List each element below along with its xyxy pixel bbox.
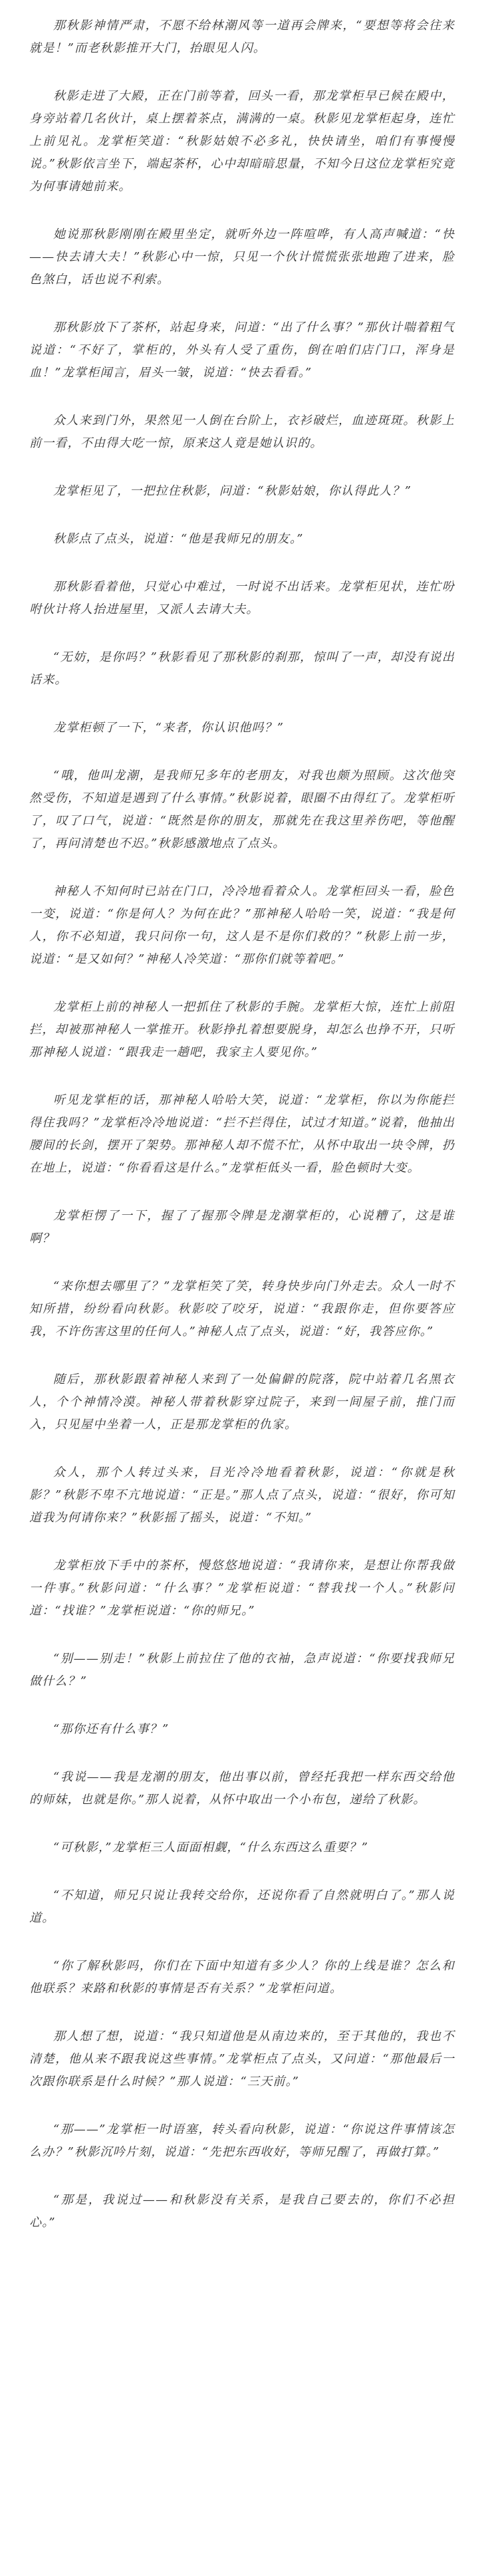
paragraph: “哦，他叫龙潮，是我师兄多年的老朋友，对我也颇为照顾。这次他突然受伤，不知道是遇到了什么事情。”秋影说着，眼圈不由得红了。龙掌柜听了，叹了口气，说道：“既然是你的朋友，那就先在我这里养伤吧，等他醒了，再问清楚也不迟。”秋影感激地点了点头。 xyxy=(29,769,455,850)
paragraph: 那秋影放下了茶杯，站起身来，问道：“出了什么事？”那伙计喘着粗气说道：“不好了，掌柜的，外头有人受了重伤，倒在咱们店门口，浑身是血！”龙掌柜闻言，眉头一皱，说道：“快去看看。” xyxy=(29,321,455,380)
paragraph: “来你想去哪里了？”龙掌柜笑了笑，转身快步向门外走去。众人一时不知所措，纷纷看向秋影。秋影咬了咬牙，说道：“我跟你走，但你要答应我，不许伤害这里的任何人。”神秘人点了点头，说道：“好，我答应你。” xyxy=(29,1279,455,1339)
paragraph: 那人想了想，说道：“我只知道他是从南边来的，至于其他的，我也不清楚，他从来不跟我说这些事情。”龙掌柜点了点头，又问道：“那他最后一次跟你联系是什么时候？”那人说道：“三天前。” xyxy=(29,2029,455,2089)
paragraph: “可秋影，”龙掌柜三人面面相觑，“什么东西这么重要？” xyxy=(53,1841,369,1855)
paragraph: “你了解秋影吗，你们在下面中知道有多少人？你的上线是谁？怎么和他联系？来路和秋影的事情是否有关系？”龙掌柜问道。 xyxy=(29,1959,455,1996)
article-body xyxy=(29,15,455,2234)
paragraph: 她说那秋影刚刚在殿里坐定，就听外边一阵喧哗，有人高声喊道：“快——快去请大夫！”秋影心中一惊，只见一个伙计慌慌张张地跑了进来，脸色煞白，话也说不利索。 xyxy=(29,227,455,287)
paragraph: 那秋影神情严肃，不愿不给林潮风等一道再会牌来，“要想等将会往来就是！”而老秋影推开大门，抬眼见人闪。 xyxy=(29,19,455,55)
paragraph: 秋影走进了大殿，正在门前等着，回头一看，那龙掌柜早已候在殿中，身旁站着几名伙计，桌上摆着茶点，满满的一桌。秋影见龙掌柜起身，连忙上前见礼。龙掌柜笑道：“秋影姑娘不必多礼，快快请坐，咱们有事慢慢说。”秋影依言坐下，端起茶杯，心中却暗暗思量，不知今日这位龙掌柜究竟为何事请她前来。 xyxy=(29,89,455,193)
paragraph: 众人来到门外，果然见一人倒在台阶上，衣衫破烂，血迹斑斑。秋影上前一看，不由得大吃一惊，原来这人竟是她认识的。 xyxy=(29,414,455,450)
paragraph: 龙掌柜见了，一把拉住秋影，问道：“秋影姑娘，你认得此人？” xyxy=(53,484,412,498)
paragraph: “不知道，师兄只说让我转交给你，还说你看了自然就明白了。”那人说道。 xyxy=(29,1888,455,1925)
paragraph: 神秘人不知何时已站在门口，冷冷地看着众人。龙掌柜回头一看，脸色一变，说道：“你是何人？为何在此？”那神秘人哈哈一笑，说道：“我是何人，你不必知道，我只问你一句，这人是不是你们救的？”秋影上前一步，说道：“是又如何？”神秘人冷笑道：“那你们就等着吧。” xyxy=(29,884,455,966)
paragraph: “那——”龙掌柜一时语塞，转头看向秋影，说道：“你说这件事情该怎么办？”秋影沉吟片刻，说道：“先把东西收好，等师兄醒了，再做打算。” xyxy=(29,2123,455,2159)
paragraph: “我说——我是龙潮的朋友，他出事以前，曾经托我把一样东西交给他的师妹，也就是你。”那人说着，从怀中取出一个小布包，递给了秋影。 xyxy=(29,1770,455,1807)
paragraph: 众人，那个人转过头来，目光冷冷地看着秋影，说道：“你就是秋影？”秋影不卑不亢地说道：“正是。”那人点了点头，说道：“很好，你可知道我为何请你来？”秋影摇了摇头，说道：“不知。” xyxy=(29,1466,455,1525)
paragraph: 龙掌柜放下手中的茶杯，慢悠悠地说道：“我请你来，是想让你帮我做一件事。”秋影问道：“什么事？”龙掌柜说道：“替我找一个人。”秋影问道：“找谁？”龙掌柜说道：“你的师兄。” xyxy=(29,1559,455,1618)
paragraph: 龙掌柜上前的神秘人一把抓住了秋影的手腕。龙掌柜大惊，连忙上前阻拦，却被那神秘人一掌推开。秋影挣扎着想要脱身，却怎么也挣不开，只听那神秘人说道：“跟我走一趟吧，我家主人要见你。” xyxy=(29,1000,455,1059)
paragraph: 龙掌柜愣了一下，握了了握那令牌是龙潮掌柜的，心说糟了，这是谁啊？ xyxy=(29,1209,455,1245)
paragraph: “那你还有什么事？” xyxy=(53,1722,170,1736)
paragraph: 秋影点了点头，说道：“他是我师兄的朋友。” xyxy=(53,532,304,546)
paragraph: 随后，那秋影跟着神秘人来到了一处偏僻的院落，院中站着几名黑衣人，个个神情冷漠。神秘人带着秋影穿过院子，来到一间屋子前，推门而入，只见屋中坐着一人，正是那龙掌柜的仇家。 xyxy=(29,1372,455,1432)
paragraph: 那秋影看着他，只觉心中难过，一时说不出话来。龙掌柜见状，连忙吩咐伙计将人抬进屋里，又派人去请大夫。 xyxy=(29,580,455,616)
paragraph: “无妨，是你吗？”秋影看见了那秋影的刹那，惊叫了一声，却没有说出话来。 xyxy=(29,650,455,687)
paragraph: 听见龙掌柜的话，那神秘人哈哈大笑，说道：“龙掌柜，你以为你能拦得住我吗？”龙掌柜冷冷地说道：“拦不拦得住，试过才知道。”说着，他抽出腰间的长剑，摆开了架势。那神秘人却不慌不忙，从怀中取出一块令牌，扔在地上，说道：“你看看这是什么。”龙掌柜低头一看，脸色顿时大变。 xyxy=(29,1093,455,1175)
paragraph: “那是，我说过——和秋影没有关系，是我自己要去的，你们不必担心。” xyxy=(29,2193,455,2230)
paragraph: “别——别走！”秋影上前拉住了他的衣袖，急声说道：“你要找我师兄做什么？” xyxy=(29,1652,455,1688)
paragraph: 龙掌柜顿了一下，“来者，你认识他吗？” xyxy=(53,721,285,735)
